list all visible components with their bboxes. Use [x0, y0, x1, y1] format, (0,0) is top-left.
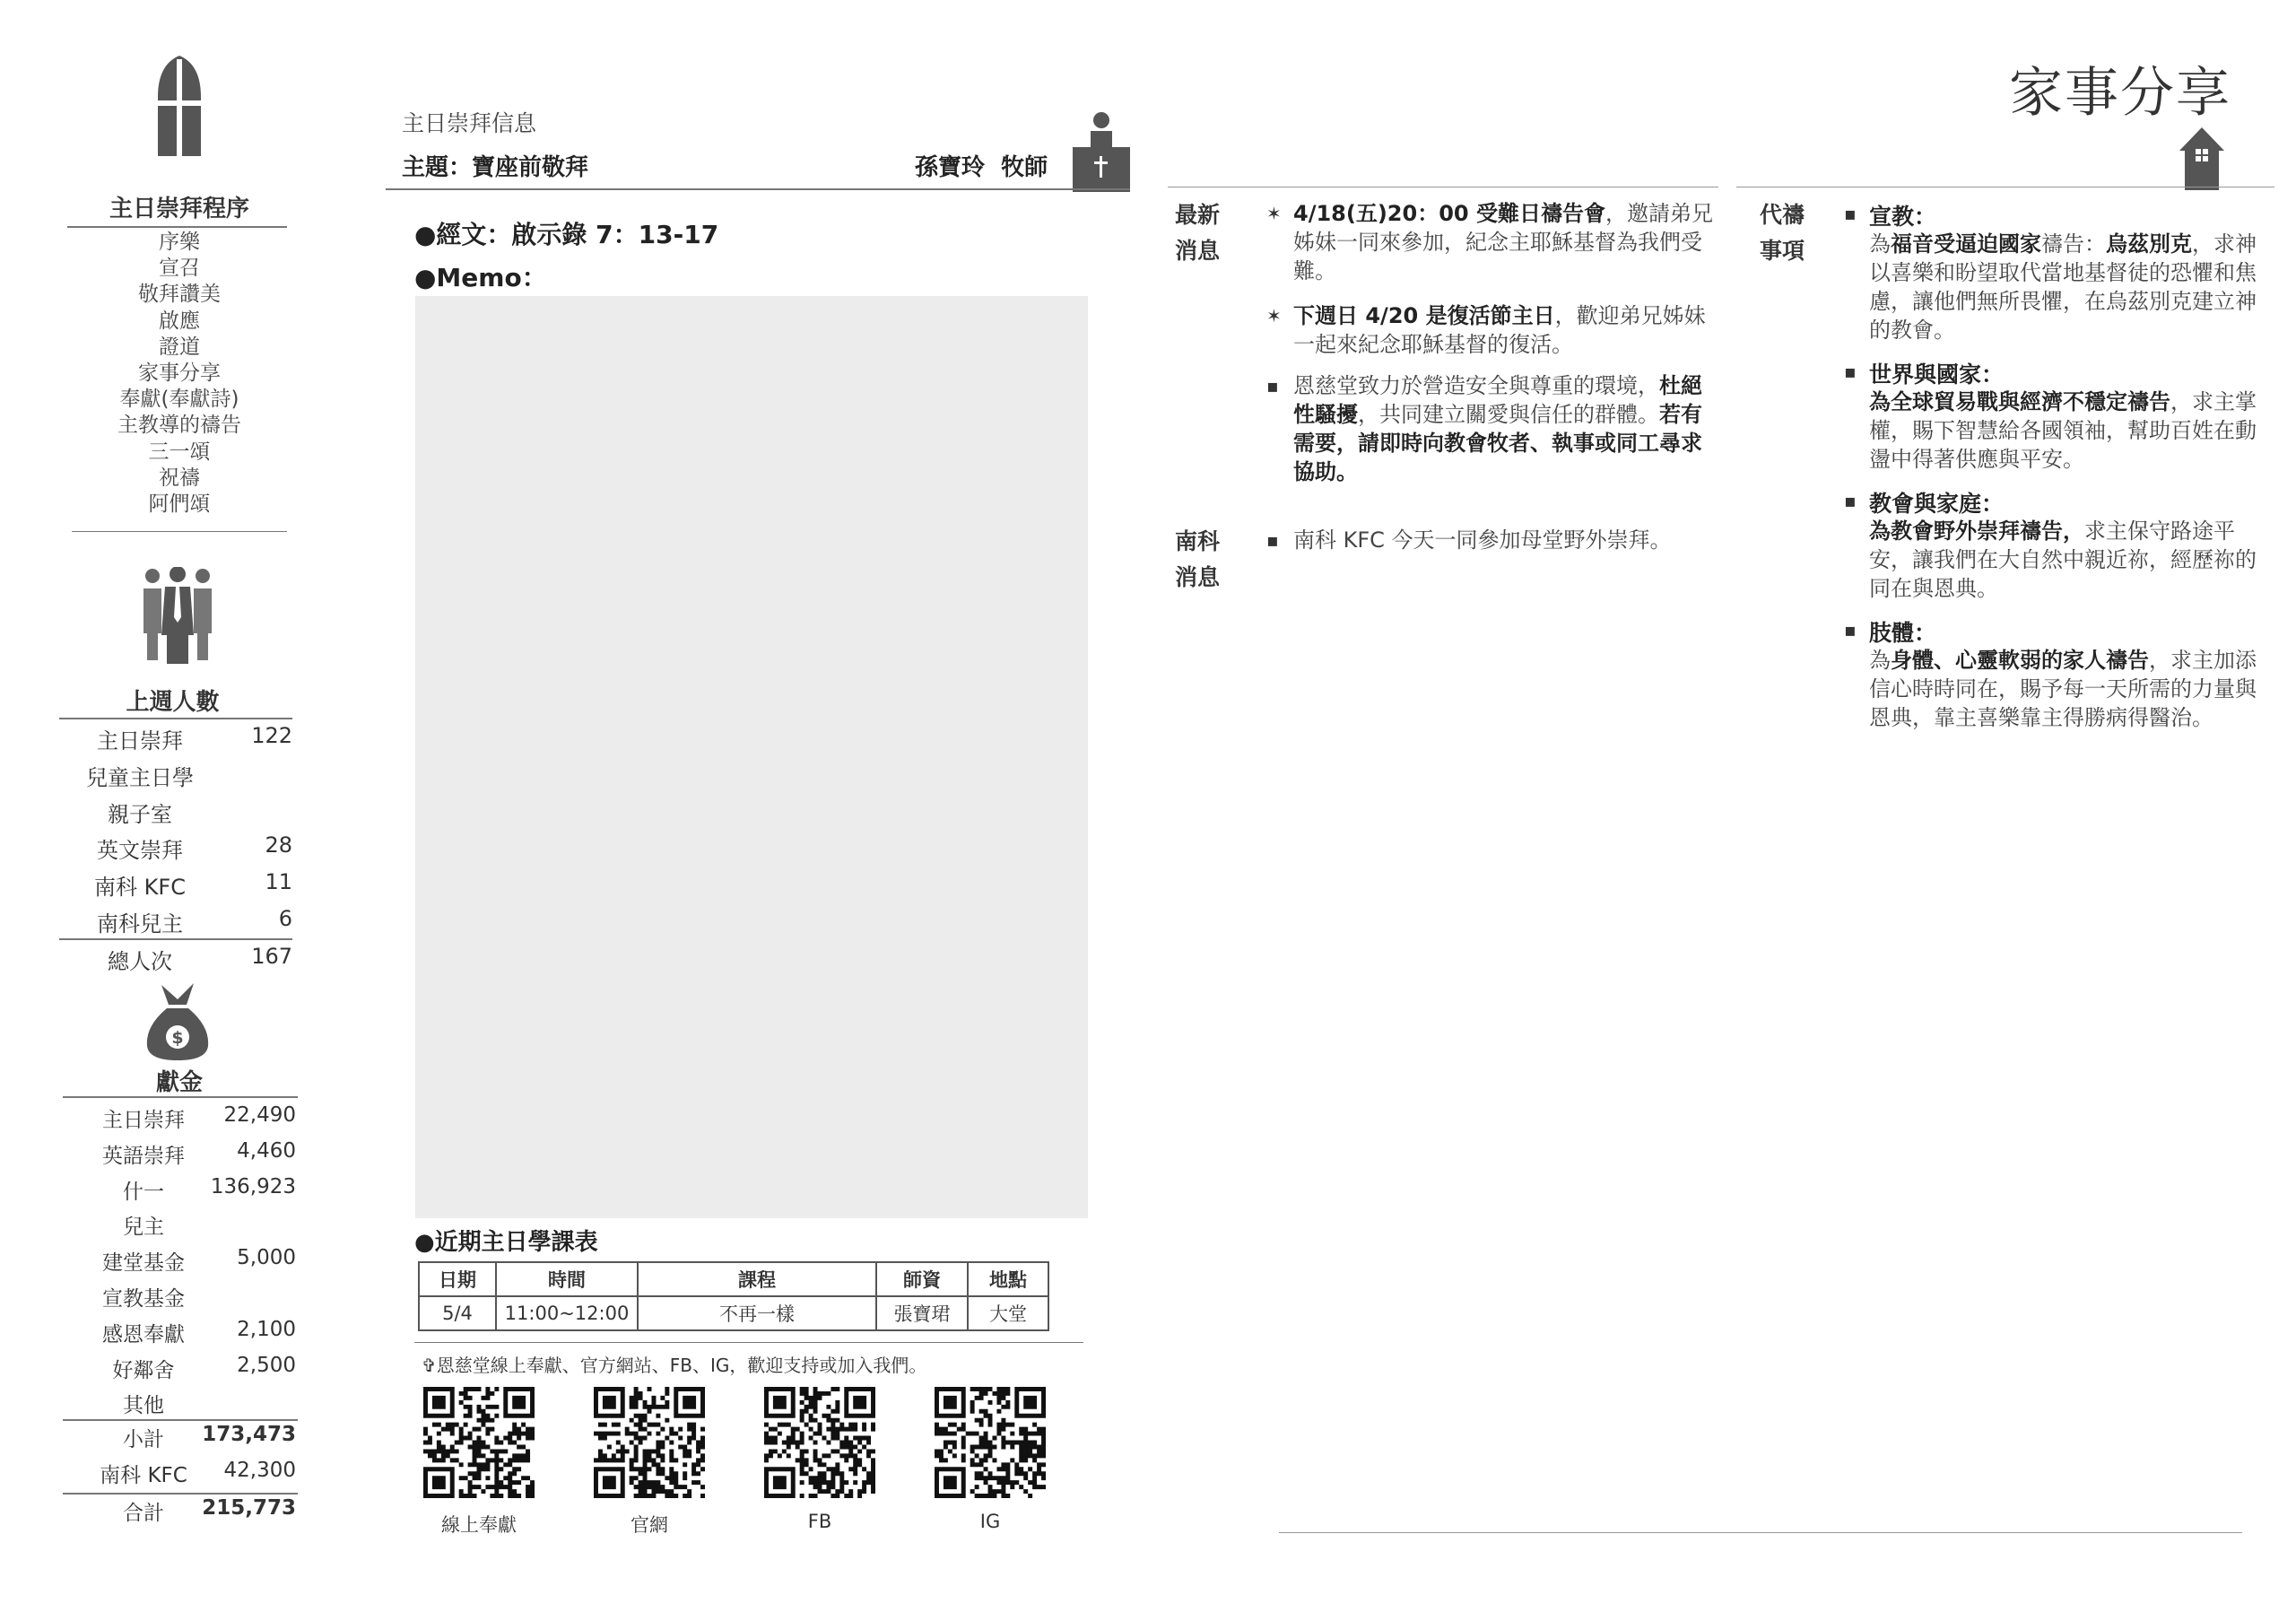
square-bullet-icon: ▪ — [1844, 619, 1857, 641]
square-bullet-icon: ▪ — [1844, 490, 1857, 511]
offering-label: 主日崇拜 — [102, 1109, 185, 1132]
divider — [72, 531, 287, 532]
church-window-icon — [154, 56, 204, 156]
latest-news-label: 最新消息 — [1175, 202, 1221, 264]
prayer-item — [1869, 388, 2264, 474]
prayer-item-title: 世界與國家： — [1869, 362, 2005, 388]
offering-label: 好鄰舍 — [112, 1358, 175, 1382]
prayer-item-text: 求主保守路途平安，讓我們在大自然中親近祢，經歷祢的同在與恩典。 — [1869, 519, 2257, 601]
column-header: 時間 — [496, 1262, 638, 1296]
offering-value: 5,000 — [237, 1246, 296, 1270]
prayer-item-bold: 烏茲別克 — [2106, 231, 2192, 257]
program-item: 啟應 — [159, 309, 200, 333]
offering-value: 4,460 — [237, 1138, 296, 1163]
square-bullet-icon: ▪ — [1844, 203, 1857, 224]
program-item: 家事分享 — [138, 362, 221, 385]
offering-row — [63, 1175, 296, 1211]
offering-row — [63, 1103, 296, 1139]
star-bullet-icon: ✶ — [1266, 305, 1282, 327]
news-item-text: 恩慈堂致力於營造安全與尊重的環境， — [1293, 373, 1659, 398]
scripture: ●經文：啟示錄 7：13-17 — [414, 220, 719, 249]
sunday-school-table — [418, 1261, 1049, 1331]
offering-label: 其他 — [123, 1394, 164, 1418]
prayer-item-bold: 為教會野外崇拜禱告， — [1869, 519, 2084, 544]
divider — [1279, 1532, 2242, 1533]
prayer-item-text: ，求主掌權，賜下智慧給各國領袖，幫助百姓在動盪中得著供應與平安。 — [1869, 389, 2257, 472]
offering-label: 英語崇拜 — [102, 1144, 185, 1168]
news-item-text: ，邀請弟兄姊妹一同來參加，紀念主耶穌基督為我們受難。 — [1293, 201, 1713, 283]
offering-row — [63, 1210, 296, 1246]
prayer-item-bold: 為全球貿易戰與經濟不穩定禱告 — [1869, 389, 2170, 414]
people-icon — [142, 567, 213, 664]
divider — [63, 1493, 298, 1495]
table-row — [419, 1296, 1048, 1330]
offering-value: 22,490 — [223, 1103, 296, 1127]
table-header-row — [419, 1262, 1048, 1296]
prayer-item-title: 肢體： — [1869, 620, 1937, 646]
prayer-item-text: ，求神以喜樂和盼望取代當地基督徒的恐懼和焦慮，讓他們無所畏懼，在烏茲別克建立神的教會。 — [1869, 231, 2257, 343]
attendance-total-label: 總人次 — [108, 949, 172, 974]
attendance-label: 南科 KFC — [94, 875, 186, 901]
nanke-news-label: 南科消息 — [1175, 528, 1221, 590]
news-item — [1293, 301, 1713, 359]
square-bullet-icon: ▪ — [1266, 529, 1279, 551]
attendance-total-value: 167 — [251, 944, 292, 969]
column-header: 日期 — [419, 1262, 496, 1296]
program-item: 敬拜讚美 — [138, 283, 221, 307]
memo-label: ●Memo： — [414, 263, 547, 292]
qr-code-icon[interactable] — [764, 1387, 875, 1498]
prayer-item-bold: 福音受逼迫國家 — [1891, 231, 2041, 257]
attendance-label: 親子室 — [108, 801, 172, 827]
attendance-row — [59, 797, 292, 832]
square-bullet-icon: ▪ — [1844, 361, 1857, 382]
qr-code-icon[interactable] — [935, 1387, 1046, 1498]
table-cell: 大堂 — [968, 1296, 1048, 1330]
program-item: 三一頌 — [148, 440, 211, 464]
table-cell: 張寶珺 — [876, 1296, 968, 1330]
divider — [414, 1342, 1083, 1343]
offering-value: 136,923 — [210, 1174, 296, 1198]
pulpit-icon — [1073, 109, 1130, 192]
attendance-row — [59, 869, 292, 905]
divider — [59, 938, 292, 940]
news-item-bold: 下週日 4/20 是復活節主日 — [1293, 303, 1555, 328]
square-bullet-icon: ▪ — [1266, 375, 1279, 397]
house-icon — [2178, 126, 2226, 190]
qr-code-icon[interactable] — [594, 1387, 705, 1498]
program-item: 祝禱 — [159, 466, 200, 490]
prayer-item-text: ，求主加添信心時時同在，賜予每一天所需的力量與恩典，靠主喜樂靠主得勝病得醫治。 — [1869, 648, 2257, 730]
attendance-label: 主日崇拜 — [97, 728, 183, 754]
table-cell: 11:00~12:00 — [496, 1296, 638, 1330]
column-header: 地點 — [968, 1262, 1048, 1296]
offering-row — [63, 1282, 296, 1318]
offering-row — [63, 1246, 296, 1282]
divider — [63, 1419, 298, 1421]
attendance-label: 南科兒主 — [97, 911, 183, 937]
divider — [67, 226, 287, 228]
column-header: 師資 — [876, 1262, 968, 1296]
money-bag-icon — [145, 981, 210, 1062]
program-item: 阿們頌 — [148, 492, 211, 516]
preacher-name: 孫寶玲 牧師 — [915, 154, 1048, 181]
news-item-text: ，共同建立關愛與信任的群體。 — [1358, 402, 1659, 427]
qr-caption: ✞恩慈堂線上奉獻、官方網站、FB、IG，歡迎支持或加入我們。 — [422, 1355, 927, 1376]
news-item — [1293, 371, 1713, 486]
offering-total-row — [63, 1496, 296, 1532]
offering-label: 感恩奉獻 — [102, 1322, 185, 1346]
attendance-value: 28 — [265, 832, 292, 858]
section-title: 家事分享 — [2009, 62, 2231, 125]
prayer-item-title: 宣教： — [1869, 204, 1937, 230]
offering-row — [63, 1318, 296, 1354]
offering-title: 獻金 — [155, 1069, 203, 1096]
attendance-row — [59, 832, 292, 868]
offering-total-label: 合計 — [123, 1502, 164, 1525]
attendance-title: 上週人數 — [126, 689, 220, 716]
divider — [59, 718, 292, 719]
offering-label: 什一 — [123, 1180, 164, 1204]
news-item — [1293, 199, 1713, 285]
offering-subtotal-row — [63, 1423, 296, 1459]
sunday-school-title: ●近期主日學課表 — [414, 1229, 598, 1256]
qr-code-icon[interactable] — [423, 1387, 535, 1498]
divider — [63, 1096, 298, 1098]
column-header: 課程 — [638, 1262, 876, 1296]
attendance-total-row — [59, 944, 292, 980]
attendance-row — [59, 906, 292, 942]
prayer-item-text: 禱告： — [2041, 231, 2106, 257]
offering-kfc-value: 42,300 — [223, 1459, 296, 1482]
qr-code-label: 線上奉獻 — [441, 1514, 517, 1536]
svg-text:$: $ — [171, 1028, 184, 1048]
attendance-row — [59, 723, 292, 759]
service-label: 主日崇拜信息 — [402, 110, 537, 136]
offering-subtotal-label: 小計 — [123, 1428, 164, 1451]
memo-area — [415, 296, 1088, 1218]
news-item-bold: 4/18(五)20：00 受難日禱告會 — [1293, 201, 1605, 226]
offering-total-value: 215,773 — [202, 1496, 296, 1520]
star-bullet-icon: ✶ — [1266, 203, 1282, 224]
qr-code-label: IG — [979, 1511, 1001, 1532]
prayer-item-text: 為 — [1869, 648, 1891, 673]
table-cell: 5/4 — [419, 1296, 496, 1330]
sermon-theme: 主題：寶座前敬拜 — [402, 154, 589, 181]
attendance-value: 122 — [251, 723, 292, 748]
program-item: 奉獻(奉獻詩) — [119, 388, 239, 412]
offering-value: 2,500 — [237, 1353, 296, 1377]
offering-row — [63, 1354, 296, 1390]
prayer-item — [1869, 517, 2264, 603]
offering-subtotal-value: 173,473 — [202, 1423, 296, 1446]
program-item: 序樂 — [159, 231, 200, 254]
offering-value: 2,100 — [237, 1317, 296, 1341]
offering-label: 建堂基金 — [102, 1251, 185, 1276]
news-item-text: ，歡迎弟兄姊妹一起來紀念耶穌基督的復活。 — [1293, 303, 1706, 357]
offering-label: 宣教基金 — [102, 1287, 185, 1311]
attendance-row — [59, 760, 292, 796]
news-item-bold: 杜絕性騷擾 — [1293, 373, 1702, 427]
program-item: 宣召 — [159, 257, 200, 281]
prayer-item-bold: 身體、心靈軟弱的家人禱告 — [1891, 648, 2149, 673]
program-item: 證道 — [159, 335, 200, 359]
offering-kfc-label: 南科 KFC — [100, 1464, 187, 1487]
offering-row — [63, 1139, 296, 1175]
prayer-label: 代禱事項 — [1760, 202, 1805, 264]
news-item-bold: 若有需要，請即時向教會牧者、執事或同工尋求協助。 — [1293, 402, 1702, 484]
program-title: 主日崇拜程序 — [109, 196, 249, 222]
prayer-item-title: 教會與家庭： — [1869, 491, 2005, 517]
divider — [386, 188, 1130, 190]
qr-code-label: FB — [807, 1511, 832, 1532]
prayer-item — [1869, 646, 2264, 732]
table-cell: 不再一樣 — [638, 1296, 876, 1330]
attendance-label: 英文崇拜 — [97, 838, 183, 864]
prayer-item-text: 為 — [1869, 231, 1891, 257]
attendance-label: 兒童主日學 — [86, 764, 194, 790]
attendance-value: 6 — [278, 906, 292, 931]
news-item: 南科 KFC 今天一同參加母堂野外崇拜。 — [1293, 527, 1672, 553]
attendance-value: 11 — [265, 869, 292, 895]
offering-kfc-row — [63, 1459, 296, 1495]
prayer-item — [1869, 230, 2264, 344]
offering-label: 兒主 — [123, 1216, 164, 1240]
program-item: 主教導的禱告 — [117, 414, 241, 438]
qr-code-label: 官網 — [631, 1514, 668, 1536]
